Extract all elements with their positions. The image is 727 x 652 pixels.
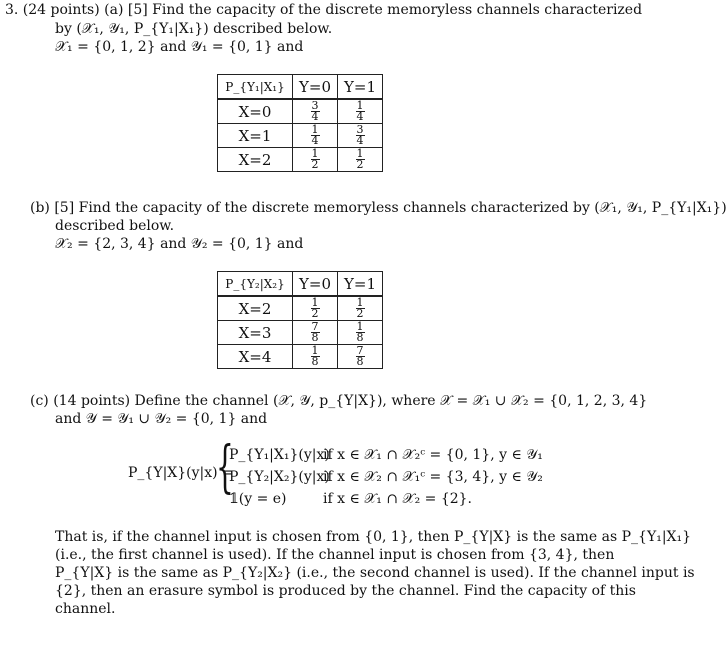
table2-col-y1: Y=1 bbox=[338, 272, 383, 297]
part-c-paragraph-line-3: P_{Y|X} is the same as P_{Y₂|X₂} (i.e., the second channel is used). If the channel input is bbox=[55, 565, 695, 581]
denominator: 4 bbox=[311, 134, 319, 147]
denominator: 2 bbox=[356, 307, 364, 320]
case-cond-2: if x ∈ 𝒳₂ ∩ 𝒳₁ᶜ = {3, 4}, y ∈ 𝒴₂ bbox=[323, 469, 543, 485]
prob-cell bbox=[293, 345, 338, 369]
numerator: 1 bbox=[356, 99, 364, 112]
denominator: 8 bbox=[311, 355, 319, 368]
case-cond-3: if x ∈ 𝒳₁ ∩ 𝒳₂ = {2}. bbox=[323, 491, 473, 507]
prob-cell bbox=[338, 148, 383, 172]
numerator: 1 bbox=[311, 147, 319, 160]
case-cond-1: if x ∈ 𝒳₁ ∩ 𝒳₂ᶜ = {0, 1}, y ∈ 𝒴₁ bbox=[323, 447, 543, 463]
row-label: X=2 bbox=[218, 148, 293, 172]
prob-cell bbox=[293, 148, 338, 172]
table2-col-y0: Y=0 bbox=[293, 272, 338, 297]
left-brace: { bbox=[216, 435, 234, 500]
channel-1-table bbox=[217, 74, 383, 172]
denominator: 8 bbox=[356, 355, 364, 368]
table1-col-y0: Y=0 bbox=[293, 75, 338, 100]
numerator: 7 bbox=[356, 344, 364, 357]
prob-cell bbox=[293, 99, 338, 124]
table1-col-y1: Y=1 bbox=[338, 75, 383, 100]
part-c-paragraph-line-1: That is, if the channel input is chosen from {0, 1}, then P_{Y|X} is the same as P_{Y₁|X₁} bbox=[55, 529, 692, 545]
row-label: X=0 bbox=[218, 99, 293, 124]
table-row bbox=[218, 148, 383, 172]
table-row bbox=[218, 345, 383, 369]
numerator: 1 bbox=[356, 147, 364, 160]
denominator: 8 bbox=[311, 331, 319, 344]
row-label: X=1 bbox=[218, 124, 293, 148]
prob-cell bbox=[293, 124, 338, 148]
table-row bbox=[218, 296, 383, 321]
prob-cell bbox=[338, 296, 383, 321]
row-label: X=2 bbox=[218, 296, 293, 321]
denominator: 2 bbox=[311, 158, 319, 171]
part-b-description-cont: described below. bbox=[55, 218, 175, 234]
numerator: 1 bbox=[356, 296, 364, 309]
numerator: 3 bbox=[356, 123, 364, 136]
denominator: 4 bbox=[356, 134, 364, 147]
table-row bbox=[218, 99, 383, 124]
denominator: 4 bbox=[356, 110, 364, 123]
row-label: X=3 bbox=[218, 321, 293, 345]
piecewise-lhs: P_{Y|X}(y|x) = bbox=[128, 465, 234, 481]
part-c-paragraph-line-5: channel. bbox=[55, 601, 116, 617]
denominator: 2 bbox=[311, 307, 319, 320]
numerator: 1 bbox=[356, 320, 364, 333]
part-a-sets: 𝒳₁ = {0, 1, 2} and 𝒴₁ = {0, 1} and bbox=[55, 39, 304, 55]
table-row bbox=[218, 321, 383, 345]
table2-corner: P_{Y₂|X₂} bbox=[218, 272, 293, 297]
part-b-description: (b) [5] Find the capacity of the discrete memoryless channels characterized by (𝒳₁, 𝒴₁, P_{Y₁|X₁}) bbox=[30, 200, 727, 216]
part-c-description: (c) (14 points) Define the channel (𝒳, 𝒴, p_{Y|X}), where 𝒳 = 𝒳₁ ∪ 𝒳₂ = {0, 1, 2, 3, 4} bbox=[30, 393, 648, 409]
denominator: 2 bbox=[356, 158, 364, 171]
part-c-description-cont: and 𝒴 = 𝒴₁ ∪ 𝒴₂ = {0, 1} and bbox=[55, 411, 268, 427]
part-a-description: by (𝒳₁, 𝒴₁, P_{Y₁|X₁}) described below. bbox=[55, 21, 333, 37]
numerator: 1 bbox=[311, 123, 319, 136]
part-c-paragraph-line-4: {2}, then an erasure symbol is produced by the channel. Find the capacity of this bbox=[55, 583, 636, 599]
case-expr-2: P_{Y₂|X₂}(y|x) bbox=[229, 469, 330, 485]
prob-cell bbox=[293, 321, 338, 345]
table1-corner: P_{Y₁|X₁} bbox=[218, 75, 293, 100]
case-expr-3: 𝟙(y = e) bbox=[229, 491, 287, 507]
prob-cell bbox=[338, 321, 383, 345]
table-row bbox=[218, 124, 383, 148]
denominator: 8 bbox=[356, 331, 364, 344]
numerator: 1 bbox=[311, 296, 319, 309]
prob-cell bbox=[338, 99, 383, 124]
part-b-sets: 𝒳₂ = {2, 3, 4} and 𝒴₂ = {0, 1} and bbox=[55, 236, 304, 252]
channel-2-table bbox=[217, 271, 383, 369]
problem-header: 3. (24 points) (a) [5] Find the capacity of the discrete memoryless channels characterized bbox=[5, 2, 643, 18]
part-c-paragraph-line-2: (i.e., the first channel is used). If the channel input is chosen from {3, 4}, then bbox=[55, 547, 615, 563]
denominator: 4 bbox=[311, 110, 319, 123]
numerator: 3 bbox=[311, 99, 319, 112]
prob-cell bbox=[293, 296, 338, 321]
numerator: 7 bbox=[311, 320, 319, 333]
prob-cell bbox=[338, 345, 383, 369]
numerator: 1 bbox=[311, 344, 319, 357]
row-label: X=4 bbox=[218, 345, 293, 369]
prob-cell bbox=[338, 124, 383, 148]
case-expr-1: P_{Y₁|X₁}(y|x) bbox=[229, 447, 330, 463]
